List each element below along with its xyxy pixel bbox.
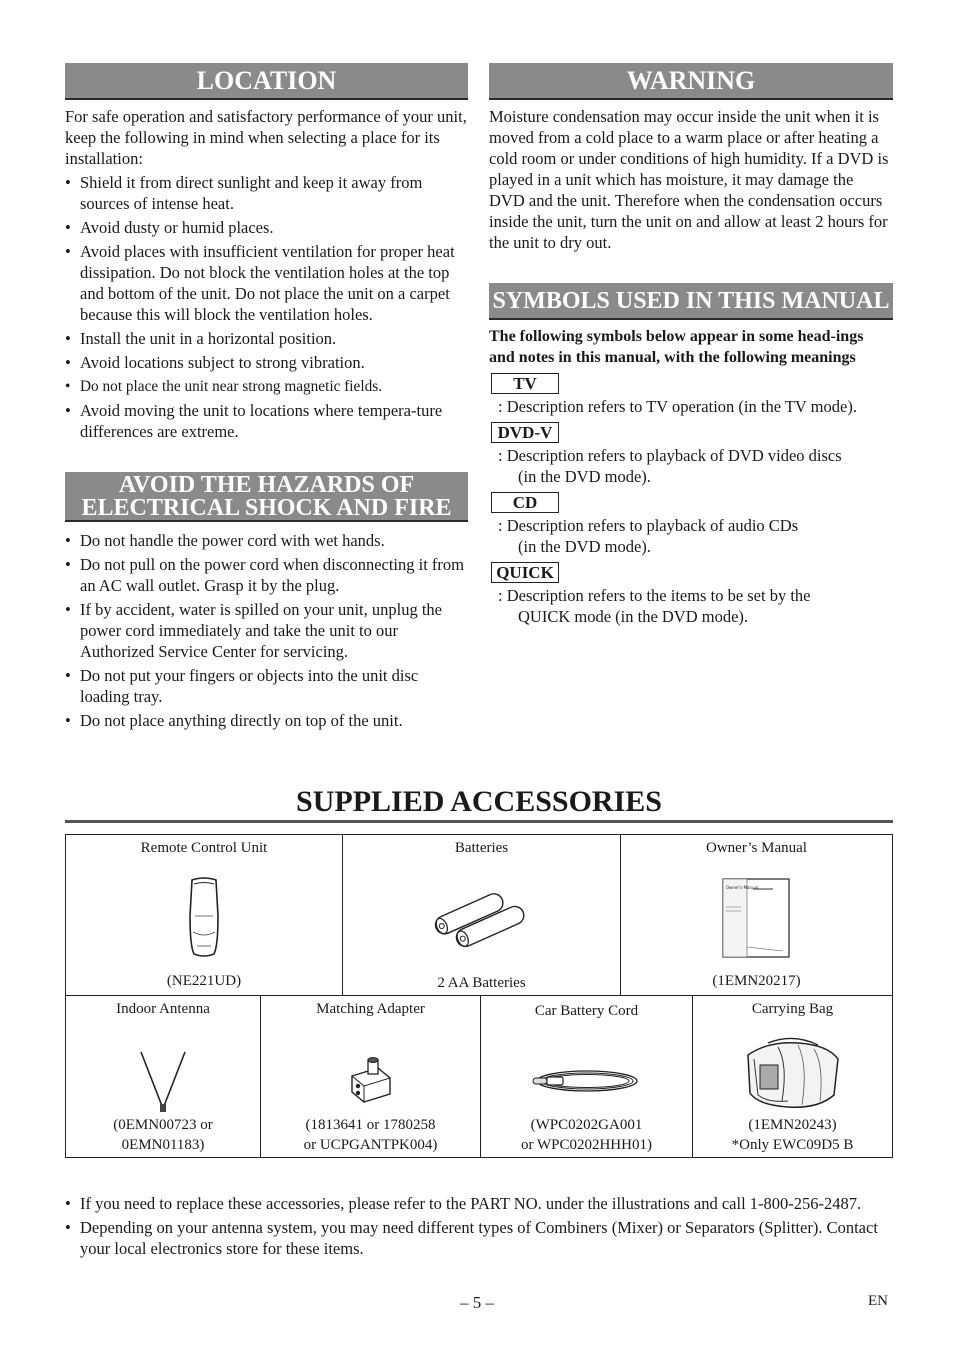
location-item: • Do not place the unit near strong magnetic fields. [65,376,468,397]
right-column [489,63,893,627]
hazards-item: • Do not handle the power cord with wet hands. [65,530,468,551]
location-item: • Avoid dusty or humid places. [65,217,468,238]
accessory-part-line2: 0EMN01183) [121,1137,205,1153]
symbol-dvdv-badge: DVD-V [491,422,559,443]
location-item: • Install the unit in a horizontal position. [65,328,468,349]
symbol-dvdv-desc-line2: (in the DVD mode). [518,467,651,486]
symbol-cd-desc [489,515,893,557]
symbol-cd-desc-line1: : Description refers to playback of audio CDs [498,516,799,535]
accessory-batteries [343,835,621,995]
accessory-remote [66,835,343,995]
symbol-dvdv-desc-line1: : Description refers to playback of DVD video discs [498,446,842,465]
hazards-heading-line2: ELECTRICAL SHOCK AND FIRE [81,495,452,521]
note-item: • Depending on your antenna system, you may need different types of Combiners (Mixer) or Separators (Splitter). Contact your local electronics store for these items. [65,1217,893,1259]
note-item: • If you need to replace these accessories, please refer to the PART NO. under the illustrations and call 1-800-256-2487. [65,1193,893,1214]
warning-text: Moisture condensation may occur inside the unit when it is moved from a cold place to a warm place or after heating a cold room or under conditions of high humidity. If a DVD is played in a unit which has moisture, it may damage the DVD and the unit. Therefore when the condensation occurs inside the unit, turn the unit on and allow at least 2 hours for the unit to dry out. [489,107,889,252]
symbol-dvdv-desc [489,445,893,487]
symbol-cd [489,487,893,557]
accessory-part-line1: (0EMN00723 or [113,1117,213,1133]
location-heading: LOCATION [65,63,468,100]
hazards-item: • If by accident, water is spilled on your unit, unplug the power cord immediately and take the unit to our Authorized Service Center for servicing. [65,599,468,662]
accessory-label: Owner’s Manual [706,840,807,856]
antenna-icon [66,1036,260,1126]
accessory-label: Carrying Bag [751,1001,834,1017]
accessory-manual [621,835,892,995]
location-item: • Shield it from direct sunlight and keep it away from sources of intense heat. [65,172,468,214]
symbol-quick-badge: QUICK [491,562,559,583]
hazards-item: • Do not put your fingers or objects into the unit disc loading tray. [65,665,468,707]
left-column [65,63,468,734]
symbol-quick [489,557,893,627]
accessory-part-line1: (1EMN20243) [748,1117,837,1133]
symbols-intro: The following symbols below appear in some head-ings and notes in this manual, with the following meanings [489,328,864,366]
accessory-notes [65,1193,893,1262]
symbol-tv [489,368,893,417]
symbol-dvdv [489,417,893,487]
hazards-heading-line1: AVOID THE HAZARDS OF [118,472,415,498]
matching-adapter-icon [261,1036,480,1126]
accessory-part [66,1115,260,1155]
accessory-label: Indoor Antenna [116,1001,210,1017]
symbol-tv-badge: TV [491,373,559,394]
hazards-list [65,530,468,731]
batteries-icon [343,873,620,963]
warning-heading: WARNING [489,63,893,100]
location-item: • Avoid locations subject to strong vibration. [65,352,468,373]
hazards-item: • Do not place anything directly on top of the unit. [65,710,468,731]
accessories-table [65,834,893,1158]
accessory-label: Car Battery Cord [534,1003,639,1019]
location-item: • Avoid places with insufficient ventilation for proper heat dissipation. Do not block the ventilation holes at the top and bottom of the unit. Do not place the unit on a carpet because this will block the ventilation holes. [65,241,468,325]
symbol-quick-desc-line2: QUICK mode (in the DVD mode). [518,607,749,626]
remote-control-icon [66,873,342,963]
accessory-antenna [66,996,261,1157]
accessory-part [261,1115,480,1155]
carrying-bag-icon [693,1030,892,1120]
accessory-part: 2 AA Batteries [437,975,526,991]
accessory-part-line1: (1813641 or 1780258 [305,1117,436,1133]
accessory-car-cord [481,996,693,1157]
accessory-label: Remote Control Unit [140,840,268,856]
symbols-heading: SYMBOLS USED IN THIS MANUAL [489,283,893,320]
hazards-item: • Do not pull on the power cord when disconnecting it from an AC wall outlet. Grasp it by the plug. [65,554,468,596]
location-intro: For safe operation and satisfactory performance of your unit, keep the following in mind when selecting a place for its installation: [65,107,467,168]
accessory-part [693,1115,892,1155]
manual-cover-text: Owner's Manual [725,885,758,890]
manual-icon [621,873,892,963]
accessory-part-line2: or WPC0202HHH01) [521,1137,652,1153]
accessory-part [481,1115,692,1155]
accessory-part: (NE221UD) [166,973,242,989]
symbol-quick-desc [489,585,893,627]
accessory-part-line2: *Only EWC09D5 B [731,1137,854,1153]
accessory-label: Batteries [454,840,509,856]
location-list [65,172,468,442]
symbol-cd-desc-line2: (in the DVD mode). [518,537,651,556]
accessory-label: Matching Adapter [316,1001,425,1017]
hazards-heading [65,472,468,522]
car-battery-cord-icon [481,1036,692,1126]
accessory-bag [693,996,892,1157]
symbol-tv-desc: : Description refers to TV operation (in the TV mode). [498,397,857,416]
symbol-quick-desc-line1: : Description refers to the items to be set by the [498,586,811,605]
accessories-row [66,835,892,996]
page-number: – 5 – [460,1293,494,1312]
accessories-row [66,996,892,1157]
accessory-part: (1EMN20217) [712,973,801,989]
accessory-adapter [261,996,481,1157]
location-item: • Avoid moving the unit to locations where tempera-ture differences are extreme. [65,400,468,442]
accessory-part-line1: (WPC0202GA001 [530,1117,643,1133]
language-code: EN [868,1293,888,1309]
accessories-title: SUPPLIED ACCESSORIES [65,784,893,823]
accessory-part-line2: or UCPGANTPK004) [303,1137,438,1153]
symbol-cd-badge: CD [491,492,559,513]
